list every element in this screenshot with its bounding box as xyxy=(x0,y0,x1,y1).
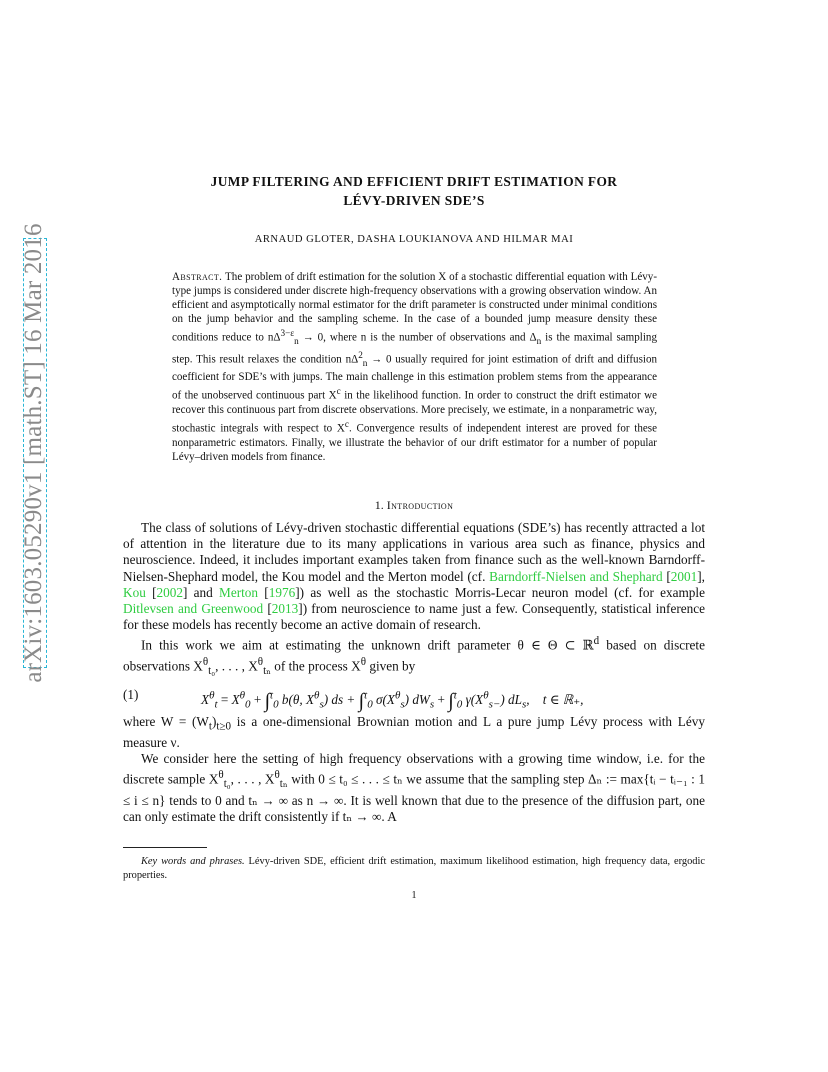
paragraph xyxy=(123,714,705,751)
integral-sign: ∫ xyxy=(264,690,271,712)
subscript: tₙ xyxy=(263,665,271,678)
math-term: ) dW xyxy=(404,692,430,707)
abstract-text: in the likelihood function. In order to construct the drift estimator we recover this continuous part from discrete observations. More precisely, we estimate, in a nonparametric way, stochastic integrals with respect to X xyxy=(172,390,657,435)
equation-body: $X^\theta_t = X^\theta_0 + \int^t_0$ b(θ, $X^\theta_s$) ds + ∫$^t_0$ $\sigma(X^\theta_s) dW_s + \int^t_0$ $\gamma(X^\theta_{s-})$ $dL_s$, t ∈ ℝ₊, xyxy=(201,689,584,712)
abstract-label: Abstract. xyxy=(172,271,223,283)
citation-year-link[interactable]: 1976 xyxy=(268,584,296,600)
abstract-text: is the maximal sampling step. This result relaxes the condition nΔ xyxy=(172,332,657,367)
subscript: t₀ xyxy=(208,665,216,678)
paper-title xyxy=(120,172,708,210)
section-number: 1. xyxy=(374,498,384,512)
math-term: b(θ, X xyxy=(281,692,315,707)
superscript: θ xyxy=(274,769,280,782)
section-heading xyxy=(120,498,708,513)
subscript: tₙ xyxy=(279,778,288,791)
abstract-sub: n xyxy=(294,336,299,347)
integral-upper-limit: t xyxy=(453,689,457,702)
math-term: γ(X xyxy=(465,692,484,707)
citation-link[interactable]: Ditlevsen and Greenwood xyxy=(123,601,264,617)
math-term: σ(X xyxy=(375,692,395,707)
integral-sign: ∫ xyxy=(358,690,365,712)
title-line-2: LÉVY-DRIVEN SDE’S xyxy=(343,193,485,208)
integral-sign: ∫ xyxy=(448,690,454,712)
abstract-text: The problem of drift estimation for the solution X of a stochastic differential equation with Lévy-type jumps is considered under discrete high-frequency observations with a growing observation window. An efficient and asymptotically normal estimator for the drift parameter is constructed under minimal conditions on the jump behavior and the sampling scheme. In the case of a bounded jump measure density these conditions reduce to nΔ xyxy=(172,271,658,345)
text-run: is a one-dimensional Brownian motion and L a pure jump Lévy process with Lévy measure ν. xyxy=(123,714,705,750)
citation-year-link[interactable]: 2002 xyxy=(156,584,183,600)
paragraph: The class of solutions of Lévy-driven stochastic differential equations (SDE’s) has recently attracted a lot of attention in the literature due to its many applications in various area such as finance, physics and neuroscience. Indeed, it includes important examples taken from finance such as the well-known Barndorff-Nielsen-Shephard model, the Kou model and the Merton model (cf. Barndorff-Nielsen and Shephard [2001], Kou [2002] and Merton [1976]) as well as the stochastic Morris-Lecar neuron model (cf. for example Ditlevsen and Greenwood [2013]) from neuroscience to name just a few. Consequently, statistical inference for these models has recently become an active domain of research. xyxy=(123,520,706,633)
abstract-sub: n xyxy=(536,336,542,347)
integral-lower-limit: 0 xyxy=(367,698,373,711)
text-run: ) from neuroscience to name just a few. Consequently, statistical inference for these models has recently become an active domain of research. xyxy=(123,601,706,633)
text-run: The class of solutions of Lévy-driven stochastic differential equations (SDE’s) has recently attracted a lot of attention in the literature due to its many applications in various area such as finance, physics and neuroscience. Indeed, it includes important examples taken from finance such as the well-known Barndorff-Nielsen-Shephard model, the Kou model and the Merton model (cf. xyxy=(123,520,705,584)
introduction-text xyxy=(123,520,705,679)
math-symbol: X xyxy=(201,692,210,707)
integral-upper-limit: t xyxy=(270,689,274,702)
text-run: , . . . , X xyxy=(215,658,258,674)
citation-link[interactable]: Kou xyxy=(123,584,146,600)
text-run: ) as well as the stochastic Morris-Lecar neuron model (cf. for example xyxy=(299,584,705,600)
integral-upper-limit: t xyxy=(364,689,368,702)
author-list: ARNAUD GLOTER, DASHA LOUKIANOVA AND HILMAR MAI xyxy=(254,234,574,245)
superscript: θ xyxy=(483,689,489,702)
equation-number: (1) xyxy=(123,687,139,702)
integral-lower-limit: 0 xyxy=(273,698,279,711)
text-run: ) xyxy=(212,714,217,729)
citation-year-link[interactable]: 2001 xyxy=(670,568,698,584)
section-title: Introduction xyxy=(386,498,454,512)
abstract-text: . Convergence results of independent interest are proved for these nonparametric estimators. Finally, we illustrate the behavior of our drift estimator for a number of popular Lévy–driven models from finance. xyxy=(172,422,658,464)
superscript: θ xyxy=(202,656,209,669)
math-symbol: X xyxy=(231,692,240,707)
text-run: given by xyxy=(366,658,416,674)
citation-link[interactable]: Barndorff-Nielsen and Shephard xyxy=(489,568,663,584)
text-run: We consider here the setting of high frequency observations with a growing time window, i.e. for the discrete sample X xyxy=(123,751,705,787)
footnote-text: Lévy-driven SDE, efficient drift estimation, maximum likelihood estimation, high frequency data, ergodic properties. xyxy=(123,856,705,881)
abstract-text: → 0, where n is the number of observations and Δ xyxy=(298,332,537,345)
citation-year-link[interactable]: 2013 xyxy=(271,601,299,617)
text-run: and xyxy=(187,584,220,600)
superscript: d xyxy=(593,635,600,648)
math-term: ) ds + xyxy=(323,692,356,707)
superscript: θ xyxy=(218,769,224,782)
footnote xyxy=(123,855,705,882)
text-run: of the process X xyxy=(270,658,361,674)
abstract xyxy=(172,270,657,464)
abstract-sup: c xyxy=(336,386,341,397)
post-equation-text xyxy=(123,714,705,825)
footnote-label: Key words and phrases. xyxy=(141,856,245,867)
paragraph xyxy=(123,633,705,679)
arxiv-identifier[interactable]: arXiv:1603.05290v1 [math.ST] 16 Mar 2016 xyxy=(20,223,47,683)
subscript: t xyxy=(208,720,212,733)
superscript: θ xyxy=(314,689,320,702)
text-run: , . . . , X xyxy=(230,771,275,787)
subscript: t₀ xyxy=(223,778,231,791)
superscript: θ xyxy=(209,689,215,702)
text-run: with 0 ≤ t₀ ≤ . . . ≤ tₙ we assume that the sampling step Δₙ := max{tᵢ − tᵢ₋₁ : 1 ≤ i ≤ n} tends to 0 and tₙ → ∞ as n → ∞. It is well known that due to the presence of the diffusion part, one can only estimate the drift consistently if tₙ → ∞. A xyxy=(123,771,705,824)
abstract-text: → 0 usually required for joint estimation of drift and diffusion coefficient for SDE’s with jumps. The main challenge in this estimation problem stems from the appearance of the unobserved continuous part X xyxy=(172,354,657,403)
integral-lower-limit: 0 xyxy=(456,698,463,711)
superscript: θ xyxy=(239,689,246,702)
subscript: t≥0 xyxy=(216,720,232,733)
equation-1 xyxy=(123,678,705,712)
citation-link[interactable]: Merton xyxy=(219,584,259,600)
superscript: θ xyxy=(360,656,366,669)
abstract-sub: n xyxy=(362,358,368,369)
superscript: θ xyxy=(394,689,401,702)
math-domain: t ∈ ℝ₊, xyxy=(542,692,584,707)
abstract-sup: c xyxy=(344,419,349,430)
paragraph xyxy=(123,751,705,825)
text-run: In this work we aim at estimating the unknown drift parameter θ ∈ Θ ⊂ ℝ xyxy=(141,637,594,653)
superscript: θ xyxy=(257,656,264,669)
title-line-1: JUMP FILTERING AND EFFICIENT DRIFT ESTIMATION FOR xyxy=(210,174,618,189)
arxiv-sidebar xyxy=(14,223,54,683)
abstract-sup: 3−ε xyxy=(280,328,295,339)
abstract-sup: 2 xyxy=(358,350,363,361)
footnote-divider xyxy=(123,847,207,848)
page-number: 1 xyxy=(411,890,417,901)
text-run: where W = (W xyxy=(123,714,209,729)
math-term: ) dL xyxy=(500,692,522,707)
text-run: based on discrete observations X xyxy=(123,637,705,674)
